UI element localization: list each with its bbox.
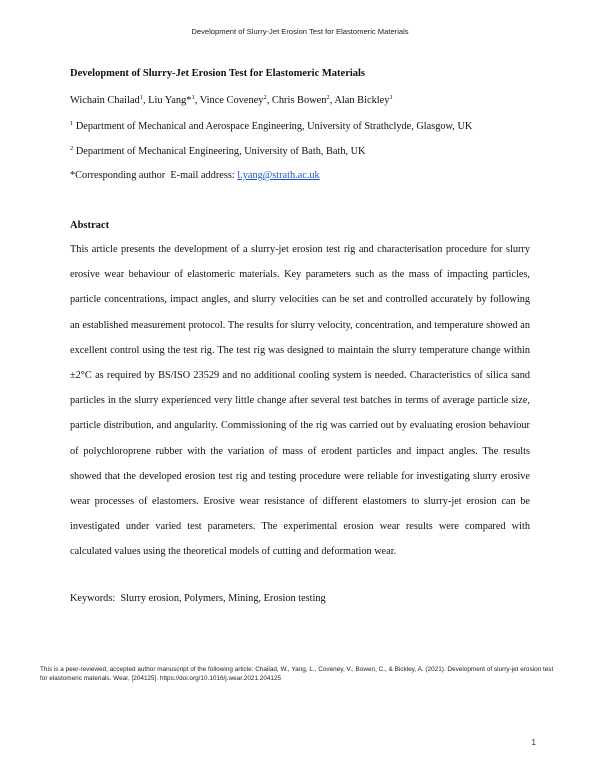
author-separator: , xyxy=(329,95,335,106)
affiliation-text: Department of Mechanical Engineering, University of Bath, Bath, UK xyxy=(75,146,366,157)
publication-note: This is a peer-reviewed, accepted author manuscript of the following article: Chailad, W., Yang, L., Coveney, V., Bowen, C., & Bickley, A. (2021). Development of slurry-jet erosion test for elastomeric materials. Wear, [204125]. https://doi.org/10.1016/j.wear.2021.204125 xyxy=(40,666,554,682)
affiliation-mark: 1 xyxy=(70,120,74,127)
author-name: Chris Bowen xyxy=(271,95,327,106)
author-separator: , xyxy=(194,95,200,106)
paper-title: Development of Slurry-Jet Erosion Test for Elastomeric Materials xyxy=(70,68,366,79)
keywords: Keywords: Slurry erosion, Polymers, Mining, Erosion testing xyxy=(70,593,326,604)
author-name: Wichain Chailad xyxy=(70,95,140,106)
author-affiliation-mark: 2 xyxy=(263,94,267,101)
author-affiliation-mark: 2 xyxy=(326,94,330,101)
abstract-text: This article presents the development of a slurry-jet erosion test rig and characterisation procedure for slurry erosive wear behaviour of elastomeric materials. Key parameters such as the mass of impacting particles, particle concentrations, impact angles, and slurry velocities can be set and controlled accurately by following an established measurement protocol. The results for slurry velocity, concentration, and temperature showed an excellent control using the test rig. The test rig was designed to maintain the slurry temperature change within ±2°C as required by BS/ISO 23529 and no additional cooling system is needed. Characteristics of silica sand particles in the slurry experienced very little change after several test batches in terms of average particle size, particle distribution, and angularity. Commissioning of the rig was carried out by evaluating erosion behaviour of polychloroprene rubber with the variation of mass of erodent particles and impact angles. The results showed that the developed erosion test rig and testing procedure were reliable for investigating slurry erosive wear processes of elastomers. Erosive wear resistance of different elastomers to slurry-jet erosion can be investigated under varied test parameters. The experimental erosion wear results were compared with calculated values using the theoretical models of cutting and deformation wear. xyxy=(70,244,530,558)
affiliation-2 xyxy=(70,146,366,157)
author-separator: , xyxy=(266,95,272,106)
affiliation-text: Department of Mechanical and Aerospace Engineering, University of Strathclyde, Glasgow, UK xyxy=(75,121,473,132)
corresponding-author xyxy=(70,170,320,181)
email-link[interactable]: l.yang@strath.ac.uk xyxy=(237,170,320,181)
author-affiliation-mark: 1 xyxy=(389,94,393,101)
affiliation-1 xyxy=(70,121,472,132)
author-affiliation-mark: 1 xyxy=(139,94,143,101)
author-name: Liu Yang* xyxy=(148,95,192,106)
author-name: Alan Bickley xyxy=(334,95,390,106)
corresponding-label: *Corresponding author E-mail address: xyxy=(70,170,238,181)
affiliation-mark: 2 xyxy=(70,145,74,152)
page-number: 1 xyxy=(531,738,536,747)
author-name: Vince Coveney xyxy=(199,95,264,106)
abstract-heading: Abstract xyxy=(70,220,110,231)
author-affiliation-mark: 1 xyxy=(191,94,195,101)
author-list xyxy=(70,95,393,106)
author-separator: , xyxy=(142,95,149,106)
running-header: Development of Slurry-Jet Erosion Test for Elastomeric Materials xyxy=(191,27,409,36)
